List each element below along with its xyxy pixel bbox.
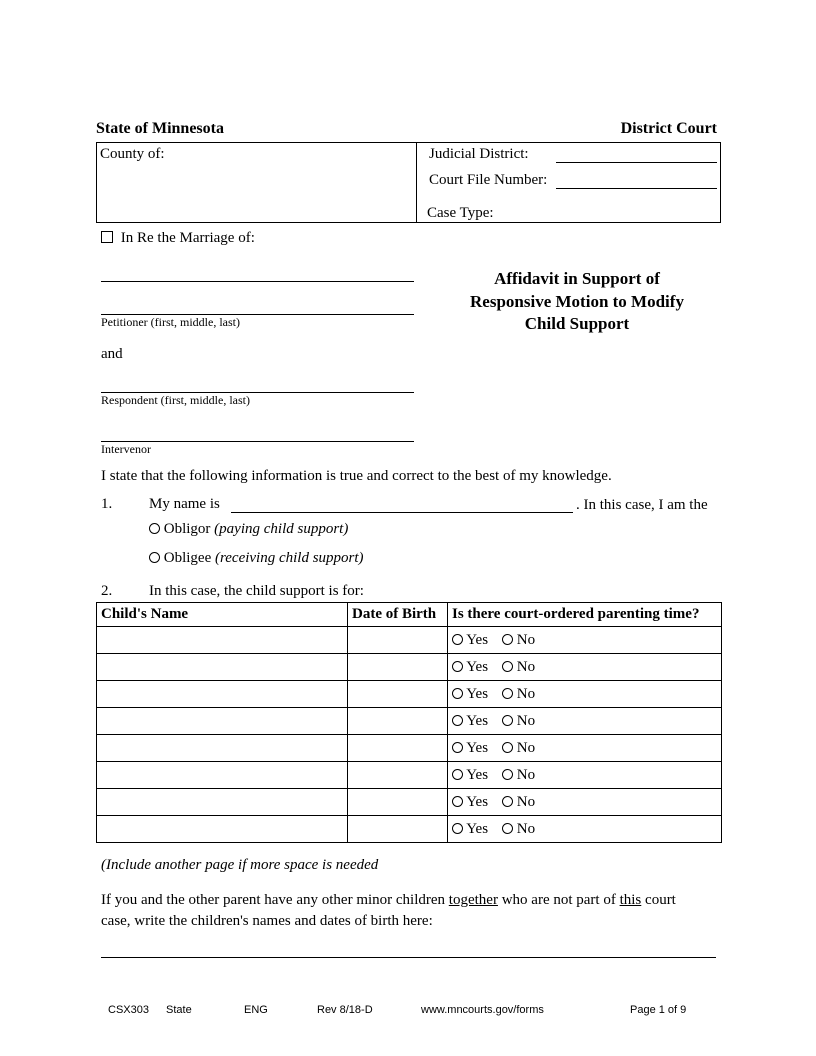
footer-form-id: CSX303	[108, 1004, 149, 1016]
court-file-number-label: Court File Number:	[429, 172, 548, 188]
child-name-cell[interactable]	[97, 654, 348, 681]
child-name-cell[interactable]	[97, 627, 348, 654]
other-children-line2: case, write the children's names and dates of birth here:	[101, 913, 433, 929]
no-label: No	[516, 793, 536, 810]
child-name-cell[interactable]	[97, 708, 348, 735]
obligee-radio[interactable]	[149, 552, 160, 563]
title-line-2: Responsive Motion to Modify	[470, 291, 684, 311]
court-file-number-field[interactable]	[556, 188, 717, 189]
marriage-row	[101, 230, 255, 247]
no-radio[interactable]	[502, 823, 513, 834]
obligor-note: (paying child support)	[214, 521, 349, 537]
column-header-date-of-birth: Date of Birth	[348, 603, 448, 627]
child-name-cell[interactable]	[97, 762, 348, 789]
intervenor-label: Intervenor	[101, 442, 151, 456]
caption-divider	[416, 142, 417, 222]
children-table	[96, 602, 722, 843]
footer-revision: Rev 8/18-D	[317, 1004, 373, 1016]
marriage-label: In Re the Marriage of:	[120, 230, 255, 246]
item2-number: 2.	[101, 583, 113, 599]
state-heading: State of Minnesota	[96, 120, 224, 137]
this-emphasis: this	[619, 892, 642, 908]
yes-radio[interactable]	[452, 823, 463, 834]
other-children-field[interactable]	[101, 957, 716, 958]
item1-number: 1.	[101, 496, 113, 512]
truth-statement: I state that the following information is true and correct to the best of my knowledge.	[101, 468, 612, 484]
no-radio[interactable]	[502, 715, 513, 726]
caption-box	[96, 142, 721, 223]
table-row	[97, 816, 722, 843]
date-of-birth-cell[interactable]	[348, 762, 448, 789]
child-name-cell[interactable]	[97, 735, 348, 762]
table-row	[97, 762, 722, 789]
footer-url: www.mncourts.gov/forms	[421, 1004, 544, 1016]
other-children-part3: court	[645, 892, 676, 908]
title-line-1: Affidavit in Support of	[494, 269, 660, 288]
obligee-note: (receiving child support)	[214, 550, 364, 566]
yes-radio[interactable]	[452, 661, 463, 672]
no-label: No	[516, 766, 536, 783]
other-children-text	[101, 890, 721, 932]
parenting-time-cell	[448, 708, 722, 735]
footer-page-number: Page 1 of 9	[630, 1004, 687, 1016]
date-of-birth-cell[interactable]	[348, 627, 448, 654]
table-row	[97, 654, 722, 681]
obligor-label: Obligor	[163, 521, 211, 537]
footer-state: State	[166, 1004, 192, 1016]
parenting-time-cell	[448, 735, 722, 762]
marriage-checkbox[interactable]	[101, 231, 113, 243]
yes-label: Yes	[466, 658, 489, 675]
date-of-birth-cell[interactable]	[348, 708, 448, 735]
document-title	[437, 268, 717, 336]
together-emphasis: together	[448, 892, 498, 908]
respondent-label: Respondent (first, middle, last)	[101, 393, 250, 407]
date-of-birth-cell[interactable]	[348, 816, 448, 843]
title-line-3: Child Support	[524, 314, 630, 333]
yes-radio[interactable]	[452, 688, 463, 699]
yes-label: Yes	[466, 766, 489, 783]
child-name-cell[interactable]	[97, 681, 348, 708]
yes-label: Yes	[466, 820, 489, 837]
yes-label: Yes	[466, 793, 489, 810]
no-label: No	[516, 820, 536, 837]
yes-radio[interactable]	[452, 796, 463, 807]
yes-label: Yes	[466, 712, 489, 729]
yes-radio[interactable]	[452, 742, 463, 753]
judicial-district-field[interactable]	[556, 162, 717, 163]
parenting-time-cell	[448, 627, 722, 654]
item1-suffix: . In this case, I am the	[576, 497, 708, 513]
obligor-radio[interactable]	[149, 523, 160, 534]
date-of-birth-cell[interactable]	[348, 654, 448, 681]
item1-prefix: My name is	[149, 496, 220, 512]
parenting-time-cell	[448, 789, 722, 816]
child-name-cell[interactable]	[97, 816, 348, 843]
no-label: No	[516, 658, 536, 675]
county-label: County of:	[100, 146, 165, 162]
table-header-row	[97, 603, 722, 627]
column-header-parenting-time: Is there court-ordered parenting time?	[448, 603, 722, 627]
table-row	[97, 708, 722, 735]
petitioner-line-1[interactable]	[101, 281, 414, 282]
date-of-birth-cell[interactable]	[348, 789, 448, 816]
column-header-child-name: Child's Name	[97, 603, 348, 627]
yes-radio[interactable]	[452, 634, 463, 645]
footer-language: ENG	[244, 1004, 268, 1016]
no-radio[interactable]	[502, 688, 513, 699]
case-type-label: Case Type:	[427, 205, 494, 221]
no-radio[interactable]	[502, 742, 513, 753]
yes-label: Yes	[466, 631, 489, 648]
parenting-time-cell	[448, 681, 722, 708]
no-radio[interactable]	[502, 661, 513, 672]
and-label: and	[101, 346, 123, 362]
table-row	[97, 681, 722, 708]
no-label: No	[516, 712, 536, 729]
my-name-field[interactable]	[231, 512, 573, 513]
date-of-birth-cell[interactable]	[348, 681, 448, 708]
parenting-time-cell	[448, 816, 722, 843]
yes-radio[interactable]	[452, 769, 463, 780]
obligee-label: Obligee	[163, 550, 212, 566]
child-name-cell[interactable]	[97, 789, 348, 816]
no-label: No	[516, 739, 536, 756]
no-radio[interactable]	[502, 634, 513, 645]
parenting-time-cell	[448, 762, 722, 789]
no-radio[interactable]	[502, 796, 513, 807]
table-row	[97, 627, 722, 654]
no-radio[interactable]	[502, 769, 513, 780]
court-heading: District Court	[620, 120, 717, 137]
no-label: No	[516, 685, 536, 702]
other-children-part1: If you and the other parent have any other minor children	[101, 892, 446, 908]
obligee-option[interactable]	[149, 550, 364, 567]
yes-radio[interactable]	[452, 715, 463, 726]
parenting-time-cell	[448, 654, 722, 681]
other-children-part2: who are not part of	[501, 892, 616, 908]
table-note: (Include another page if more space is needed	[101, 857, 379, 873]
petitioner-label: Petitioner (first, middle, last)	[101, 315, 240, 329]
obligor-option[interactable]	[149, 521, 348, 538]
item2-text: In this case, the child support is for:	[149, 583, 364, 599]
judicial-district-label: Judicial District:	[429, 146, 529, 162]
yes-label: Yes	[466, 739, 489, 756]
yes-label: Yes	[466, 685, 489, 702]
table-row	[97, 735, 722, 762]
table-row	[97, 789, 722, 816]
no-label: No	[516, 631, 536, 648]
date-of-birth-cell[interactable]	[348, 735, 448, 762]
